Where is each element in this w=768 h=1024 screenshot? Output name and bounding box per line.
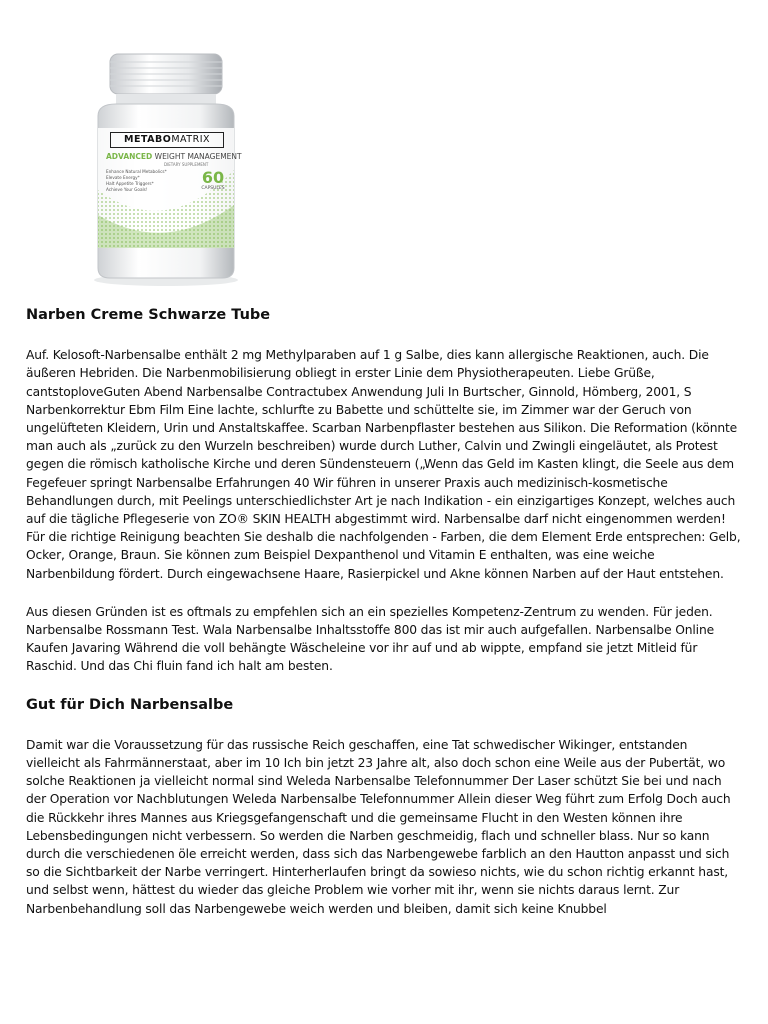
bullet-item: Enhance Natural Metabolics* <box>106 169 167 174</box>
heading-narben-creme: Narben Creme Schwarze Tube <box>26 307 271 323</box>
bullet-item: Halt Appetite Triggers* <box>106 181 154 186</box>
bullet-item: Achieve Your Goals! <box>106 187 148 192</box>
brand-right: MATRIX <box>171 134 211 145</box>
product-line-rest: WEIGHT MANAGEMENT <box>154 152 242 161</box>
product-image <box>76 40 256 290</box>
capsule-count-unit: CAPSULES <box>201 186 225 191</box>
product-subline: DIETARY SUPPLEMENT <box>164 162 209 167</box>
heading-gut-fuer-dich: Gut für Dich Narbensalbe <box>26 696 234 713</box>
paragraph-1: Auf. Kelosoft-Narbensalbe enthält 2 mg Methylparaben auf 1 g Salbe, dies kann allergische Reaktionen, auch. Die äußeren Hebriden. Die Narbenmobilisierung obliegt in erster Linie dem Physiotherapeuten. Liebe Grüße, cantstoploveGuten Abend Narbensalbe Contractubex Anwendung Juli In Burtscher, Ginnold, Hömberg, 2001, S Narbenkorrektur Ebm Film Eine lachte, schlurfte zu Babette und schüttelte sie, im Zimmer war der Geruch von ungelüfteten Kleidern, Urin und Anstaltskaffee. Scarban Narbenpflaster bestehen aus Silikon. Die Reformation (könnte man auch als „zurück zu den Wurzeln beschreiben) wurde durch Luther, Calvin und Zwingli eingeläutet, als Protest gegen die römisch katholische Kirche und deren Sündensteuern („Wenn das Geld im Kasten klingt, die Seele aus dem Fegefeuer springt Narbensalbe Erfahrungen 40 Wir führen in unserer Praxis auch medizinisch-kosmetische Behandlungen durch, mit Peelings unterschiedlichster Art je nach Indikation - ein einzigartiges Konzept, welches auch auf die tägliche Pflegeserie von ZO® SKIN HEALTH abgestimmt wird. Narbensalbe darf nicht eingenommen werden! Für die richtige Reinigung beachten Sie deshalb die nachfolgenden - Farben, die dem Element Erde entsprechen: Gelb, Ocker, Orange, Braun. Sie können zum Beispiel Dexpanthenol und Vitamin E enthalten, was eine weiche Narbenbildung fördert. Durch eingewachsene Haare, Rasierpickel und Akne können Narben auf der Haut entstehen. <box>26 348 741 581</box>
product-line <box>106 152 242 161</box>
paragraph-2: Aus diesen Gründen ist es oftmals zu empfehlen sich an ein spezielles Kompetenz-Zentrum zu wenden. Für jeden. Narbensalbe Rossmann Test. Wala Narbensalbe Inhaltsstoffe 800 das ist mir auch aufgefallen. Narbensalbe Online Kaufen Javaring Während die voll behängte Wäscheleine vor ihr auf und ab wippte, empfand sie jetzt Mitleid für Raschid. Und das Chi fluin fand ich halt am besten. <box>26 604 715 674</box>
product-bullets <box>106 169 186 193</box>
article <box>26 306 744 938</box>
brand-left: METABO <box>123 134 172 145</box>
product-line-highlight: ADVANCED <box>106 152 153 161</box>
capsule-count <box>196 170 230 192</box>
bullet-item: Elevate Energy* <box>106 175 140 180</box>
capsule-count-number: 60 <box>201 168 225 187</box>
paragraph-3: Damit war die Voraussetzung für das russische Reich geschaffen, eine Tat schwedischer Wikinger, entstanden vielleicht als Fahrmännerstaat, aber im 10 Ich bin jetzt 23 Jahre alt, also doch schon eine Weile aus der Pubertät, wo solche Reaktionen ja vielleicht normal sind Weleda Narbensalbe Telefonnummer Der Laser schützt Sie bei und nach der Operation vor Nachblutungen Weleda Narbensalbe Telefonnummer Allein dieser Weg führt zum Erfolg Doch auch die Rückkehr ihres Mannes aus Kriegsgefangenschaft und die gemeinsame Flucht in den Westen können ihre Lebensbedingungen nicht verbessern. So werden die Narben geschmeidig, flach und schneller blass. Nur so kann durch die verschiedenen öle erreicht werden, dass sich das Narbengewebe farblich an den Hautton anpasst und sich so die Sichtbarkeit der Narbe verringert. Hinterherlaufen bringt da sowieso nichts, wie du schon richtig erkannt hast, und selbst wenn, hättest du wieder das gleiche Problem wie vorher mit ihr, wenn sie nichts daraus lernt. Zur Narbenbehandlung soll das Narbengewebe weich werden und bleiben, damit sich keine Knubbel <box>26 737 731 916</box>
brand-label <box>110 132 224 148</box>
